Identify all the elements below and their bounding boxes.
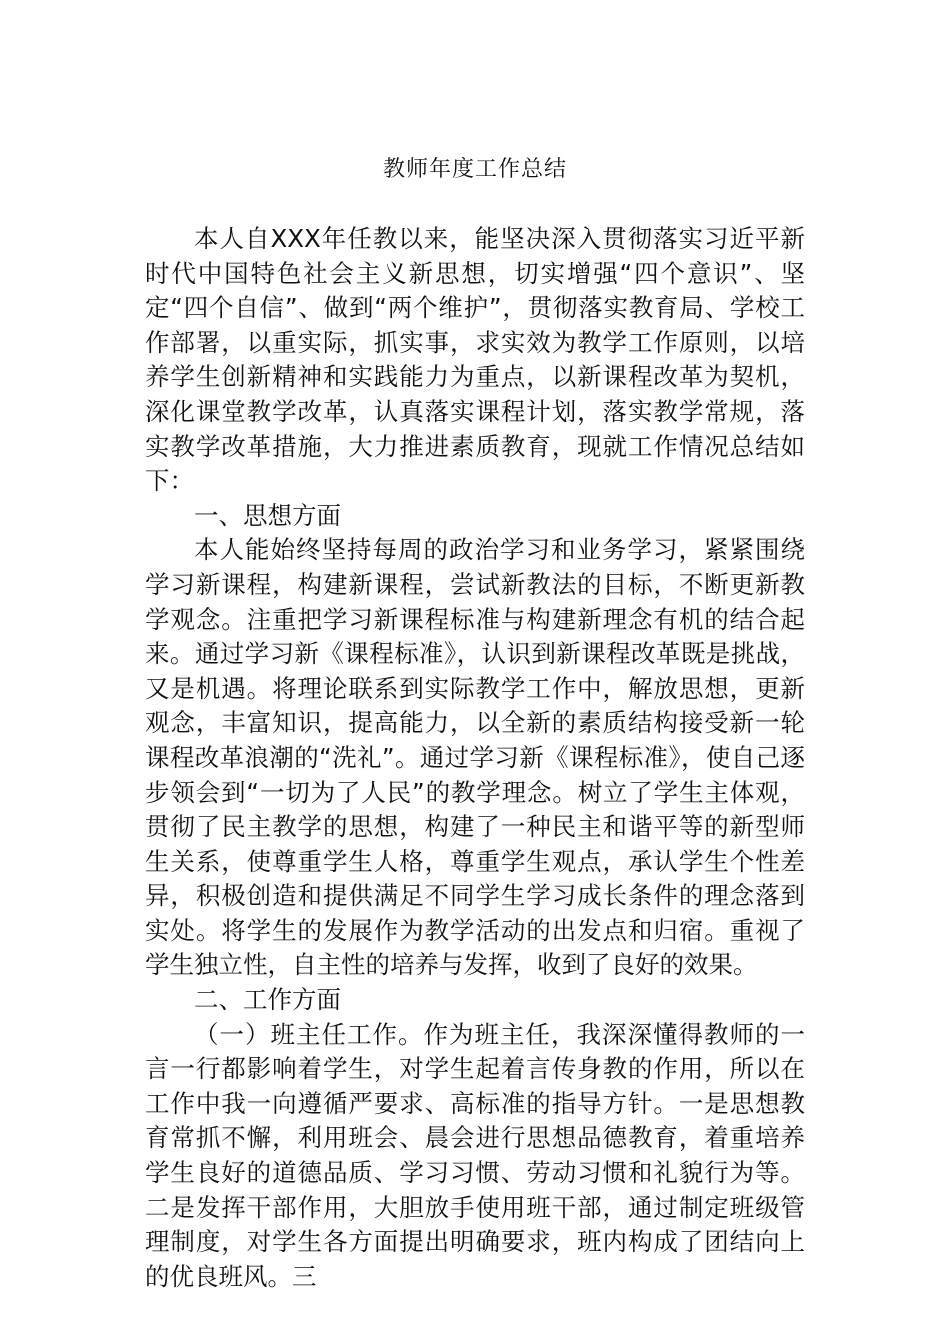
section-heading-thought: 一、思想方面 [194, 500, 341, 530]
paragraph-thought: 本人能始终坚持每周的政治学习和业务学习，紧紧围绕学习新课程，构建新课程，尝试新教法的目标，不断更新教学观念。注重把学习新课程标准与构建新理念有机的结合起来。通过学习新《课程标准》，认识到新课程改革既是挑战，又是机遇。将理论联系到实际教学工作中，解放思想，更新观念，丰富知识，提高能力，以全新的素质结构接受新一轮课程改革浪潮的“洗礼”。通过学习新《课程标准》，使自己逐步领会到“一切为了人民”的教学理念。树立了学生主体观，贯彻了民主教学的思想，构建了一种民主和谐平等的新型师生关系，使尊重学生人格，尊重学生观点，承认学生个性差异，积极创造和提供满足不同学生学习成长条件的理念落到实处。将学生的发展作为教学活动的出发点和归宿。重视了学生独立性，自主性的培养与发挥，收到了良好的效果。 [145, 535, 805, 980]
document-title: 教师年度工作总结 [382, 157, 567, 182]
section-heading-work: 二、工作方面 [194, 985, 341, 1015]
paragraph-intro: 本人自XXX年任教以来，能坚决深入贯彻落实习近平新时代中国特色社会主义新思想，切实增强“四个意识”、坚定“四个自信”、做到“两个维护”，贯彻落实教育局、学校工作部署，以重实际，抓实事，求实效为教学工作原则，以培养学生创新精神和实践能力为重点，以新课程改革为契机，深化课堂教学改革，认真落实课程计划，落实教学常规，落实教学改革措施，大力推进素质教育，现就工作情况总结如下： [145, 224, 805, 496]
document-body [145, 222, 805, 1294]
paragraph-class-teacher: （一）班主任工作。作为班主任，我深深懂得教师的一言一行都影响着学生，对学生起着言传身教的作用，所以在工作中我一向遵循严要求、高标准的指导方针。一是思想教育常抓不懈，利用班会、晨会进行思想品德教育，着重培养学生良好的道德品质、学习习惯、劳动习惯和礼貌行为等。二是发挥干部作用，大胆放手使用班干部，通过制定班级管理制度，对学生各方面提出明确要求，班内构成了团结向上的优良班风。三 [145, 1019, 805, 1291]
